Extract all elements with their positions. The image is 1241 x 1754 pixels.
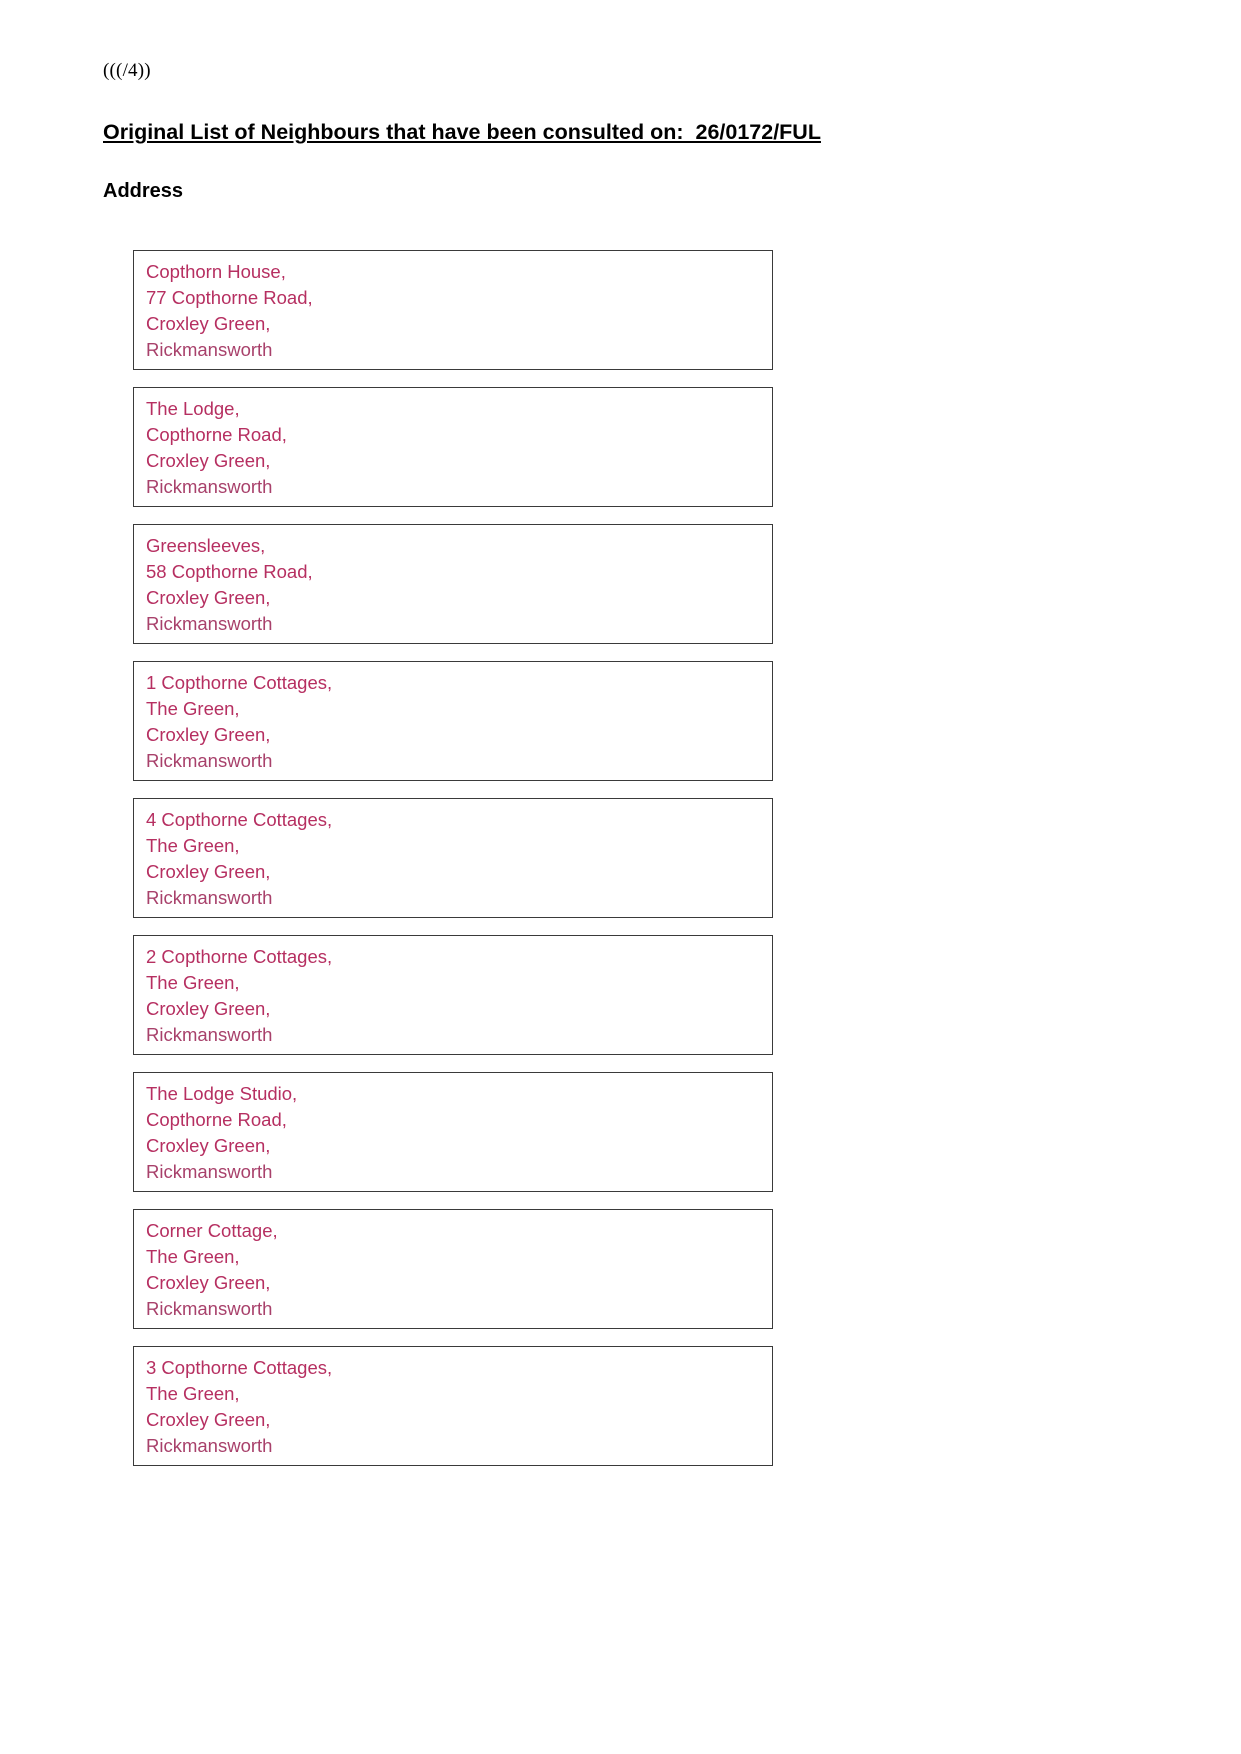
address-line-3: Croxley Green, <box>146 587 271 608</box>
address-line-3: Croxley Green, <box>146 1409 271 1430</box>
address-line-4: Rickmansworth <box>146 339 273 360</box>
address-line-3: Croxley Green, <box>146 313 271 334</box>
address-box <box>133 1209 773 1329</box>
address-box <box>133 524 773 644</box>
address-line-2: The Green, <box>146 1383 240 1404</box>
address-line-1: The Lodge, <box>146 398 240 419</box>
address-line-2: 58 Copthorne Road, <box>146 561 313 582</box>
address-line-4: Rickmansworth <box>146 1435 273 1456</box>
address-line-1: 3 Copthorne Cottages, <box>146 1357 333 1378</box>
address-box <box>133 387 773 507</box>
address-line-3: Croxley Green, <box>146 1272 271 1293</box>
address-line-3: Croxley Green, <box>146 998 271 1019</box>
section-heading-address: Address <box>103 180 184 202</box>
address-line-4: Rickmansworth <box>146 1024 273 1045</box>
header-code: (((/4)) <box>103 60 151 81</box>
address-line-4: Rickmansworth <box>146 476 273 497</box>
address-line-1: 4 Copthorne Cottages, <box>146 809 333 830</box>
address-line-4: Rickmansworth <box>146 887 273 908</box>
address-box <box>133 661 773 781</box>
address-line-2: Copthorne Road, <box>146 424 287 445</box>
address-line-4: Rickmansworth <box>146 613 273 634</box>
address-box <box>133 935 773 1055</box>
address-line-1: Corner Cottage, <box>146 1220 278 1241</box>
address-line-2: The Green, <box>146 972 240 993</box>
address-line-2: Copthorne Road, <box>146 1109 287 1130</box>
address-line-4: Rickmansworth <box>146 1298 273 1319</box>
address-line-1: 2 Copthorne Cottages, <box>146 946 333 967</box>
address-line-1: 1 Copthorne Cottages, <box>146 672 333 693</box>
address-list <box>133 250 773 1483</box>
address-line-3: Croxley Green, <box>146 861 271 882</box>
address-line-1: The Lodge Studio, <box>146 1083 298 1104</box>
address-box <box>133 798 773 918</box>
address-box <box>133 250 773 370</box>
address-box <box>133 1346 773 1466</box>
address-line-2: The Green, <box>146 698 240 719</box>
page-title: Original List of Neighbours that have been consulted on: 26/0172/FUL <box>103 120 821 144</box>
address-line-1: Copthorn House, <box>146 261 286 282</box>
address-line-3: Croxley Green, <box>146 1135 271 1156</box>
address-line-3: Croxley Green, <box>146 724 271 745</box>
address-line-1: Greensleeves, <box>146 535 266 556</box>
address-line-2: The Green, <box>146 1246 240 1267</box>
address-box <box>133 1072 773 1192</box>
address-line-4: Rickmansworth <box>146 750 273 771</box>
address-line-2: 77 Copthorne Road, <box>146 287 313 308</box>
address-line-3: Croxley Green, <box>146 450 271 471</box>
address-line-2: The Green, <box>146 835 240 856</box>
address-line-4: Rickmansworth <box>146 1161 273 1182</box>
